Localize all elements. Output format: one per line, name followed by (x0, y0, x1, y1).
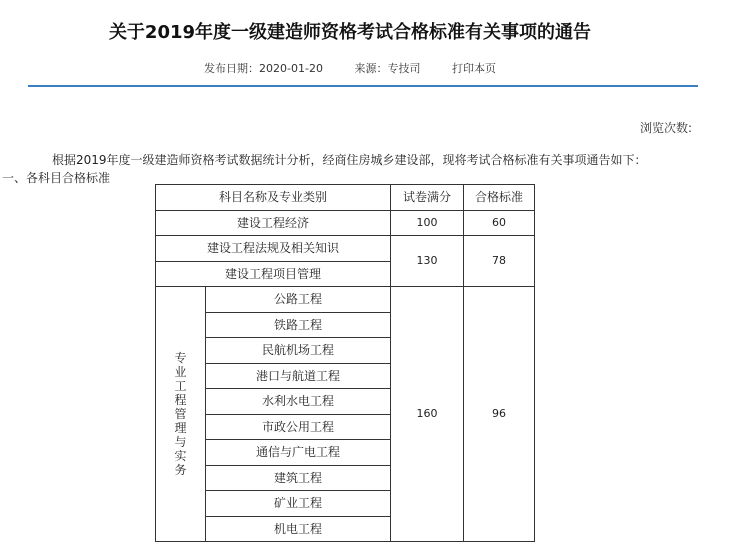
subject-law: 建设工程法规及相关知识 (156, 236, 391, 262)
header-pass-score: 合格标准 (464, 185, 535, 211)
page-title: 关于2019年度一级建造师资格考试合格标准有关事项的通告 (108, 22, 592, 43)
full-score-law-management: 130 (391, 236, 464, 287)
header-subject: 科目名称及专业类别 (156, 185, 391, 211)
subject-practice: 铁路工程 (206, 312, 391, 338)
source-label: 来源：专技司 (354, 62, 421, 75)
section-heading: 一、各科目合格标准 (2, 171, 111, 185)
subject-management: 建设工程项目管理 (156, 261, 391, 287)
full-score-practice: 160 (391, 287, 464, 542)
subject-practice: 民航机场工程 (206, 338, 391, 364)
header-full-score: 试卷满分 (391, 185, 464, 211)
publish-meta (0, 60, 700, 76)
subject-practice: 公路工程 (206, 287, 391, 313)
subject-practice: 建筑工程 (206, 465, 391, 491)
view-count: 浏览次数: (640, 121, 693, 135)
intro-paragraph: 根据2019年度一级建造师资格考试数据统计分析，经商住房城乡建设部，现将考试合格标准有关事项通告如下： (52, 153, 647, 167)
table-header-row (156, 185, 535, 211)
full-score-economy: 100 (391, 210, 464, 236)
pass-score-practice: 96 (464, 287, 535, 542)
publish-date: 发布日期：2020-01-20 (204, 62, 323, 75)
subject-practice: 港口与航道工程 (206, 363, 391, 389)
pass-standard-table (155, 184, 535, 542)
pass-score-economy: 60 (464, 210, 535, 236)
practice-group-label: 专 业 工 程 管 理 与 实 务 (156, 287, 206, 542)
print-page-link[interactable]: 打印本页 (451, 62, 496, 75)
subject-practice: 水利水电工程 (206, 389, 391, 415)
pass-score-law-management: 78 (464, 236, 535, 287)
table-row (156, 236, 535, 262)
subject-practice: 机电工程 (206, 516, 391, 542)
subject-practice: 通信与广电工程 (206, 440, 391, 466)
table-row (156, 287, 535, 313)
title-divider (28, 85, 698, 87)
subject-economy: 建设工程经济 (156, 210, 391, 236)
subject-practice: 市政公用工程 (206, 414, 391, 440)
table-row (156, 210, 535, 236)
subject-practice: 矿业工程 (206, 491, 391, 517)
